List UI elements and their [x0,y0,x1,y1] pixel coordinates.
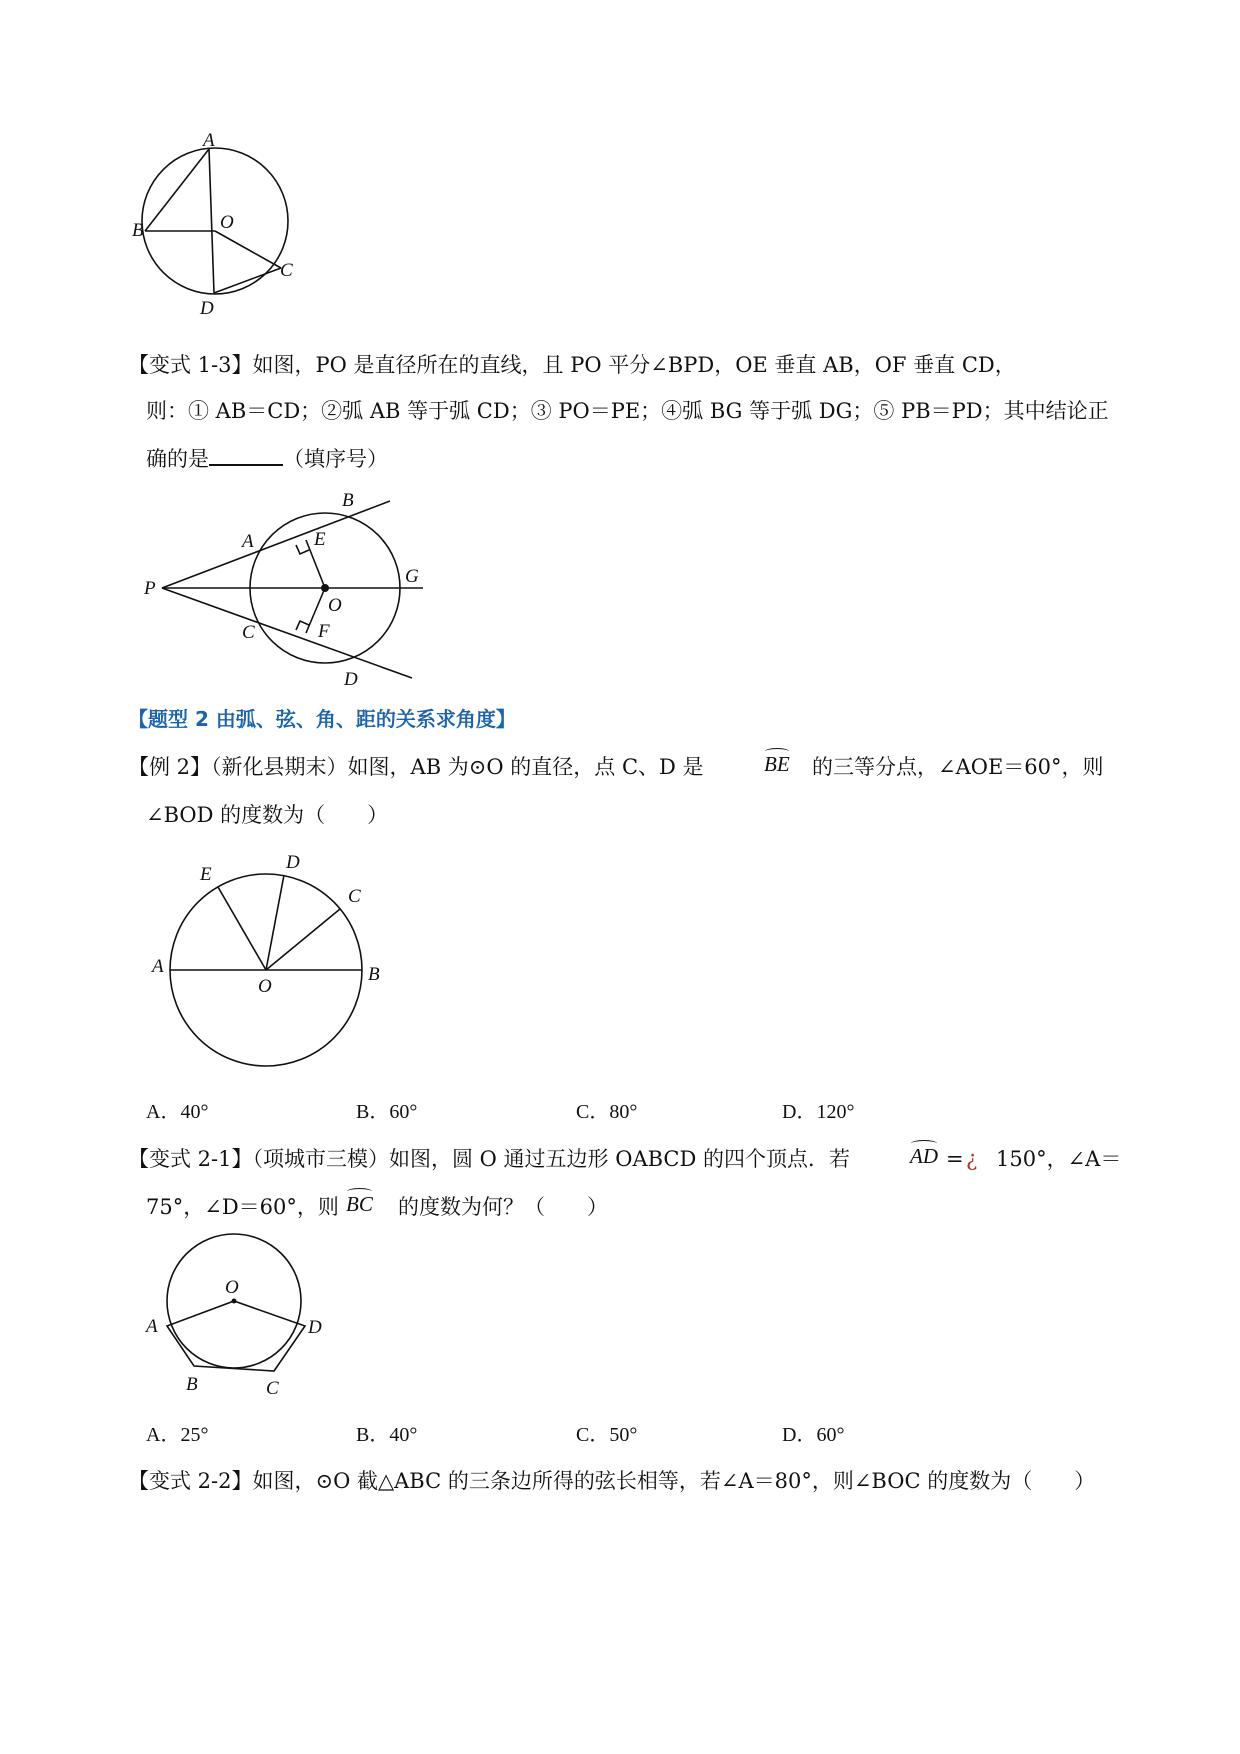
label-b: B [342,490,354,511]
option-a[interactable]: A．40° [146,1101,209,1123]
label-c: C [266,1378,279,1399]
arc-bc: BC [346,1192,373,1216]
label-d: D [200,298,214,319]
v22-line1: 【变式 2-2】如图，⊙O 截△ABC 的三条边所得的弦长相等，若∠A＝80°，则∠BOC 的度数为（ ） [128,1469,1096,1493]
label-a: A [203,130,215,151]
option-d[interactable]: D．120° [782,1101,855,1123]
label-d: D [344,669,358,685]
label-b: B [186,1374,198,1395]
label-b: B [132,220,144,241]
label-o: O [258,976,272,997]
option-c[interactable]: C．80° [576,1101,638,1123]
label-o: O [225,1277,239,1298]
label-b: B [368,964,380,985]
label-p: P [144,578,156,599]
section-heading: 【题型 2 由弧、弦、角、距的关系求角度】 [128,707,516,731]
label-g: G [405,566,419,587]
v13-line3-pre: 确的是 [146,447,209,471]
label-f: F [318,621,330,642]
figure-secants-p [140,485,440,685]
option-b[interactable]: B．60° [356,1101,418,1123]
figure-pentagon-oabcd [140,1230,340,1400]
answer-blank[interactable] [209,444,283,466]
option-a[interactable]: A．25° [146,1424,209,1446]
arc-ad: AD [910,1144,938,1168]
v13-line3-post: （填序号） [283,447,388,471]
label-e: E [314,529,326,550]
label-c: C [280,260,293,281]
label-a: A [242,531,254,552]
ex2-line1-pre: 【例 2】（新化县期末）如图，AB 为⊙O 的直径，点 C、D 是 [128,755,704,779]
v13-line2: 则：① AB＝CD；②弧 AB 等于弧 CD；③ PO＝PE；④弧 BG 等于弧 DG；⑤ PB＝PD；其中结论正 [146,399,1109,423]
label-o: O [220,212,234,233]
label-a: A [152,956,164,977]
label-d: D [286,852,300,873]
arc-be: BE [764,752,790,776]
v21-glyph: ¿ [966,1147,978,1171]
option-c[interactable]: C．50° [576,1424,638,1446]
label-e: E [200,864,212,885]
figure-semicircle-bod [140,848,400,1073]
v21-line1-pre: 【变式 2-1】（项城市三模）如图，圆 O 通过五边形 OABCD 的四个顶点．若 [128,1147,851,1171]
v13-line1: 【变式 1-3】如图，PO 是直径所在的直线，且 PO 平分∠BPD，OE 垂直 AB，OF 垂直 CD， [128,353,1016,377]
label-a: A [146,1316,158,1337]
circle-o [142,148,288,294]
option-b[interactable]: B．40° [356,1424,418,1446]
ex2-line1-post: 的三等分点，∠AOE＝60°，则 [812,755,1104,779]
label-c: C [242,622,255,643]
ex2-line2: ∠BOD 的度数为（ ） [146,803,389,827]
v21-line1-post: 150°，∠A＝ [996,1147,1122,1171]
label-c: C [348,886,361,907]
option-d[interactable]: D．60° [782,1424,845,1446]
v21-line2-pre: 75°，∠D＝60°，则 [146,1195,339,1219]
label-o: O [328,595,342,616]
v13-line3 [146,444,388,474]
v21-line2-post: 的度数为何？（ ） [398,1195,608,1219]
figure-circle-abcd [128,128,328,338]
label-d: D [308,1317,322,1338]
v21-eq: = [946,1147,964,1171]
